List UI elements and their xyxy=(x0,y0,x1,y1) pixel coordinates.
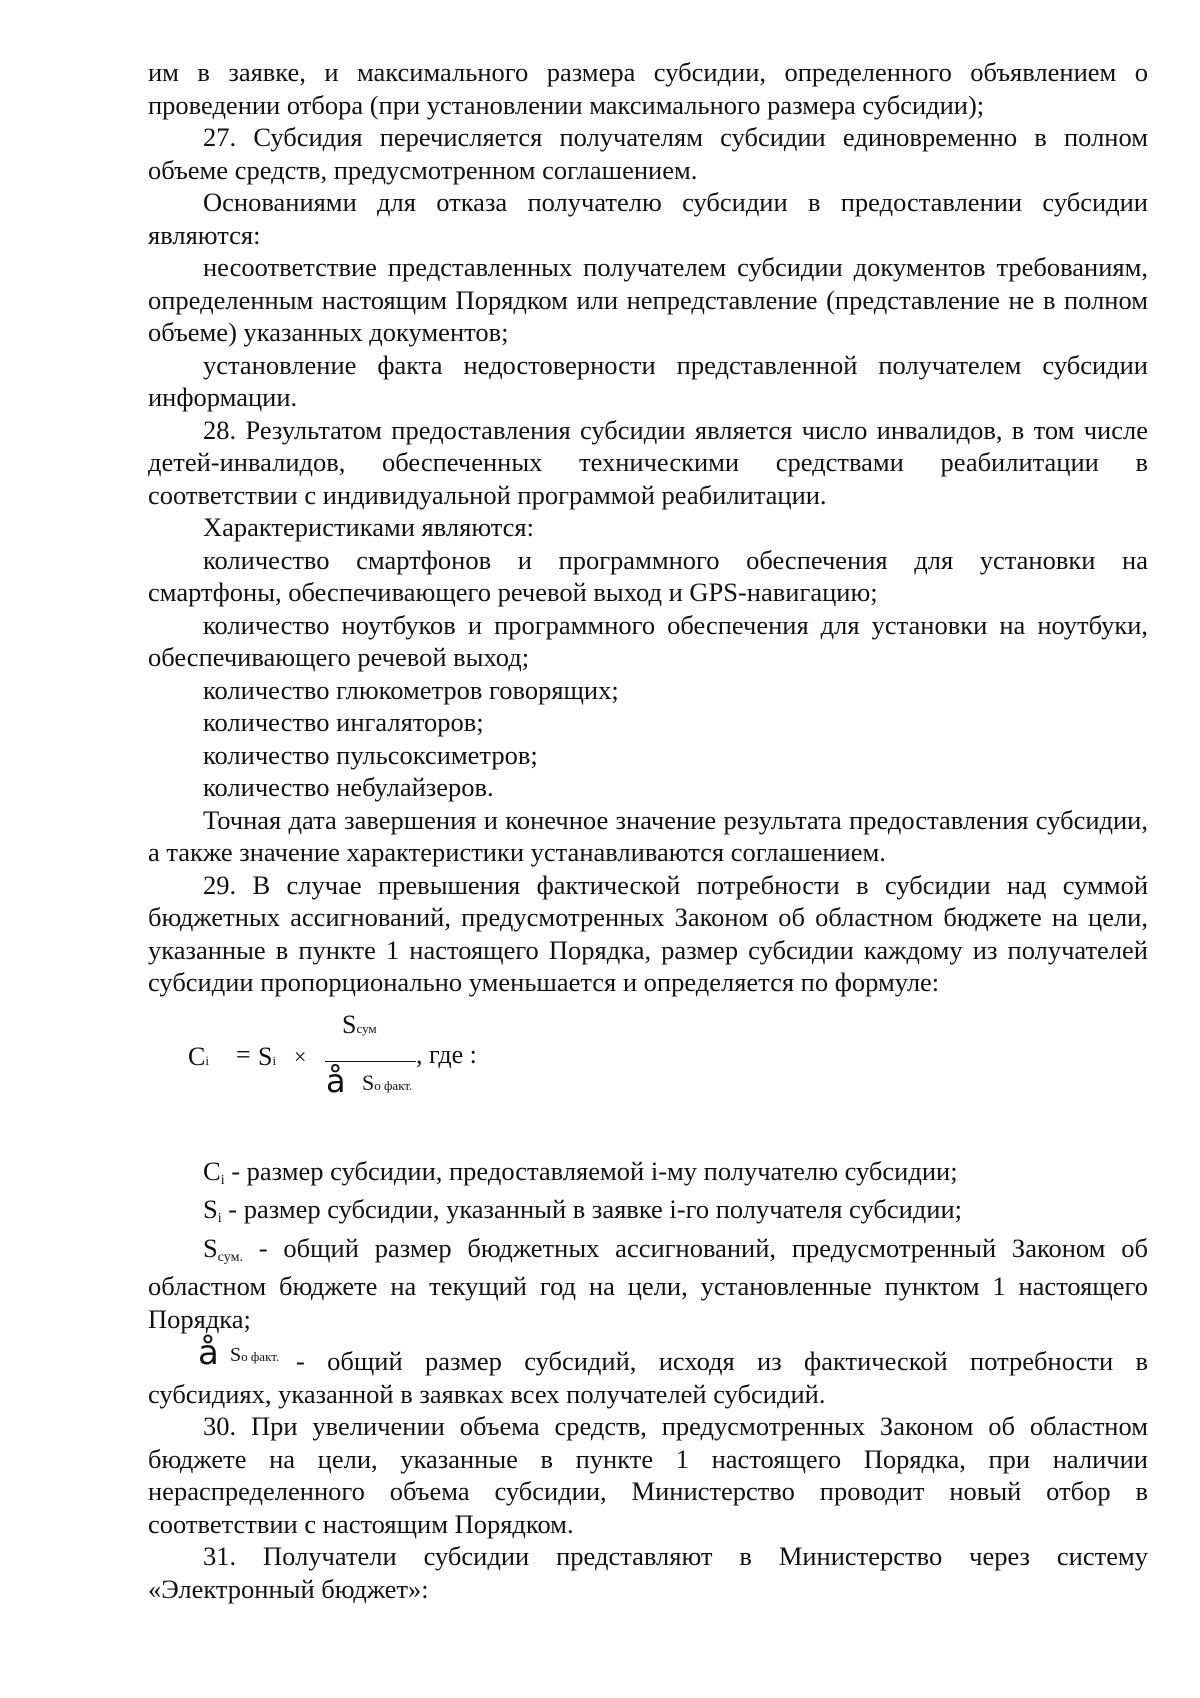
paragraph: 28. Результатом предоставления субсидии является число инвалидов, в том числе детей-инвалидов, обеспеченных техническими средствами реабилитации в соответствии с индивидуальной программой реабилитации. xyxy=(148,414,1148,510)
paragraph: 30. При увеличении объема средств, предусмотренных Законом об областном бюджете на цели, указанные в пункте 1 настоящего Порядка, при наличии нераспределенного объема субсидии, Министерство проводит новый отбор в соответствии с настоящим Порядком. xyxy=(148,1411,1148,1539)
paragraph: количество смартфонов и программного обеспечения для установки на смартфоны, обеспечивающего речевой выход и GPS-навигацию; xyxy=(148,544,1148,607)
paragraph: им в заявке, и максимального размера субсидии, определенного объявлением о проведении отбора (при установлении максимального размера субсидии); xyxy=(148,57,1148,120)
legend-sigma: å Sо факт. xyxy=(198,1333,280,1373)
paragraph: несоответствие представленных получателем субсидии документов требованиям, определенным настоящим Порядком или непредставление (представление не в полном объеме) указанных документов; xyxy=(148,252,1148,347)
paragraph: Основаниями для отказа получателю субсидии в предоставлении субсидии являются: xyxy=(148,187,1148,250)
sigma-icon: å xyxy=(326,1061,346,1100)
formula-denominator: Sо факт. xyxy=(362,1069,413,1095)
paragraph: 31. Получатели субсидии представляют в Министерство через систему «Электронный бюджет»: xyxy=(148,1541,1148,1604)
paragraph: количество ноутбуков и программного обеспечения для установки на ноутбуки, обеспечивающего речевой выход; xyxy=(148,609,1148,672)
formula-times: × xyxy=(294,1043,307,1069)
formula-tail: , где : xyxy=(416,1039,477,1069)
paragraph: 27. Субсидия перечисляется получателям субсидии единовременно в полном объеме средств, предусмотренном соглашением. xyxy=(148,122,1148,185)
paragraph: установление факта недостоверности представленной получателем субсидии информации. xyxy=(148,349,1148,412)
legend-ci: Ci - размер субсидии, предоставляемой i-му получателю субсидии; xyxy=(203,1155,958,1188)
formula xyxy=(148,1005,1148,1155)
document-text xyxy=(148,56,1148,1605)
legend-sfact: å Sо факт. - общий размер субсидий, исходя из фактической потребности в субсидиях, указанной в заявках всех получателей субсидий. xyxy=(148,1333,1148,1409)
formula-equals: = xyxy=(236,1039,251,1069)
paragraph: Характеристиками являются: xyxy=(203,512,534,542)
paragraph: количество глюкометров говорящих; xyxy=(203,674,619,705)
paragraph: Точная дата завершения и конечное значение результата предоставления субсидии, а также значение характеристики устанавливаются соглашением. xyxy=(148,804,1148,867)
paragraphs-bottom xyxy=(148,1410,1148,1605)
paragraphs-top xyxy=(148,56,1148,999)
paragraph: 29. В случае превышения фактической потребности в субсидии над суммой бюджетных ассигнований, предусмотренных Законом об областном бюджете на цели, указанные в пункте 1 настоящего Порядка, размер субсидии каждому из получателей субсидии пропорционально уменьшается и определяется по формуле: xyxy=(148,869,1148,997)
formula-numerator: Sсум xyxy=(342,1009,377,1039)
formula-s: Si xyxy=(258,1041,277,1071)
paragraph: количество ингаляторов; xyxy=(203,707,484,737)
legend-ssum: Sсум. - общий размер бюджетных ассигнований, предусмотренный Законом об областном бюджете на текущий год на цели, установленные пунктом 1 настоящего Порядка; xyxy=(148,1232,1148,1334)
legend-si: Si - размер субсидии, указанный в заявке i-го получателя субсидии; xyxy=(203,1194,962,1226)
formula-c: Ci xyxy=(188,1041,209,1071)
sigma-icon: å xyxy=(198,1333,219,1373)
paragraph: количество небулайзеров. xyxy=(203,772,494,802)
paragraph: количество пульсоксиметров; xyxy=(203,739,538,770)
